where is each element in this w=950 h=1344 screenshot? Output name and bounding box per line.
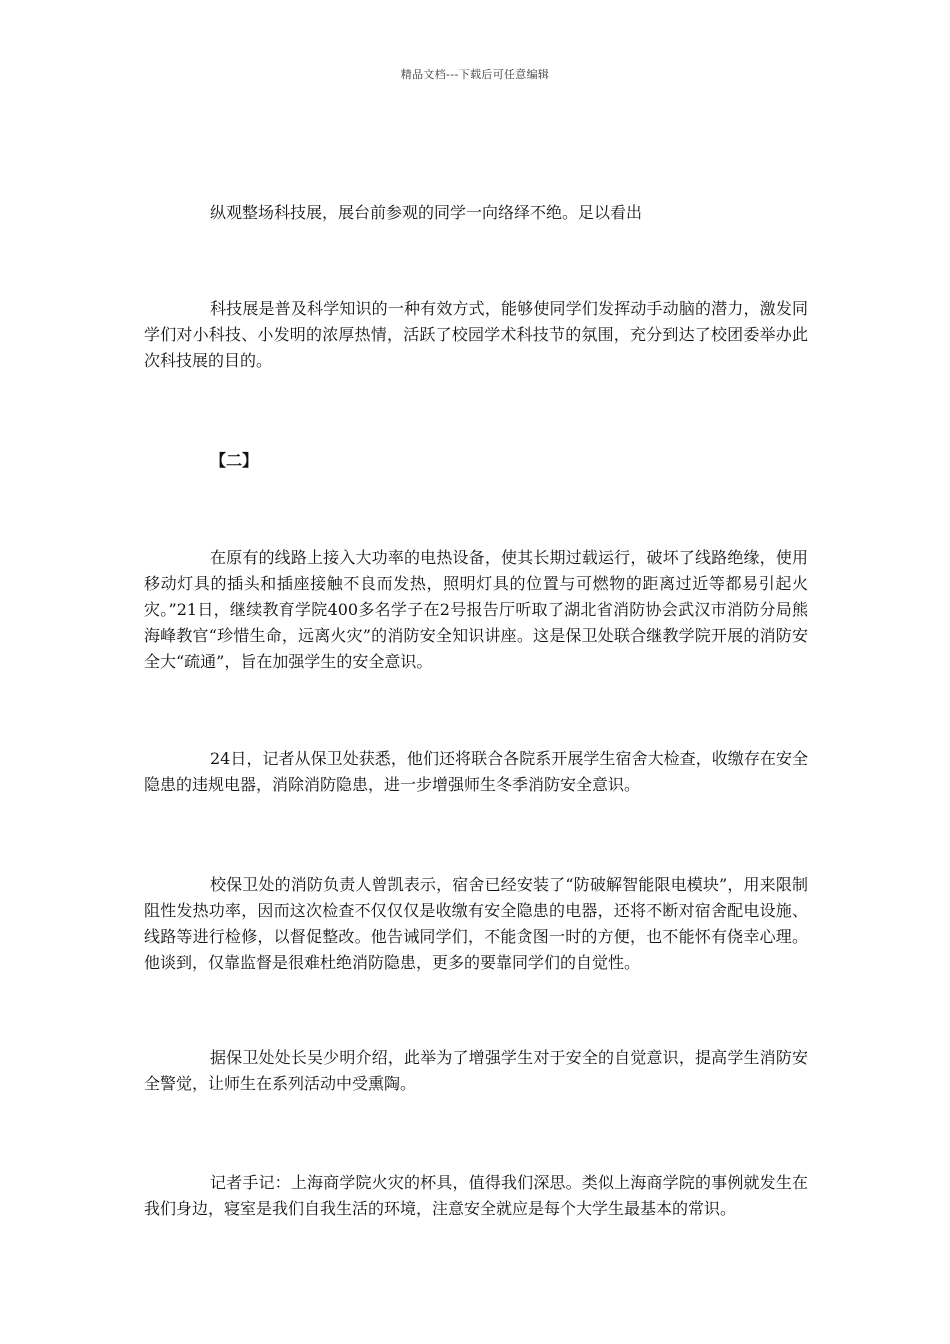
paragraph-5: 校保卫处的消防负责人曾凯表示，宿舍已经安装了“防破解智能限电模块”，用来限制阻性发热功率，因而这次检查不仅仅仅是收缴有安全隐患的电器，还将不断对宿舍配电设施、线路等进行检修，以督促整改。他告诫同学们，不能贪图一时的方便，也不能怀有侥幸心理。他谈到，仅靠监督是很难杜绝消防隐患，更多的要靠同学们的自觉性。 [144,875,808,972]
paragraph-1: 纵观整场科技展，展台前参观的同学一向络绎不绝。足以看出 [210,203,643,222]
paragraph-4: 24日，记者从保卫处获悉，他们还将联合各院系开展学生宿舍大检查，收缴存在安全隐患的违规电器，消除消防隐患，进一步增强师生冬季消防安全意识。 [144,749,808,794]
paragraph-6: 据保卫处处长吴少明介绍，此举为了增强学生对于安全的自觉意识，提高学生消防安全警觉，让师生在系列活动中受熏陶。 [144,1048,808,1093]
paragraph-7: 记者手记：上海商学院火灾的杯具，值得我们深思。类似上海商学院的事例就发生在我们身边，寝室是我们自我生活的环境，注意安全就应是每个大学生最基本的常识。 [144,1173,808,1218]
page-header: 精品文档---下载后可任意编辑 [400,68,550,81]
paragraph-2: 科技展是普及科学知识的一种有效方式，能够使同学们发挥动手动脑的潜力，激发同学们对小科技、小发明的浓厚热情，活跃了校园学术科技节的氛围，充分到达了校团委举办此次科技展的目的。 [144,299,808,370]
paragraph-3: 在原有的线路上接入大功率的电热设备，使其长期过载运行，破坏了线路绝缘，使用移动灯具的插头和插座接触不良而发热，照明灯具的位置与可燃物的距离过近等都易引起火灾。”21日，继续教育学院400多名学子在2号报告厅听取了湖北省消防协会武汉市消防分局熊海峰教官“珍惜生命，远离火灾”的消防安全知识讲座。这是保卫处联合继教学院开展的消防安全大“疏通”，旨在加强学生的安全意识。 [144,548,808,671]
section-heading: 【二】 [210,451,259,470]
